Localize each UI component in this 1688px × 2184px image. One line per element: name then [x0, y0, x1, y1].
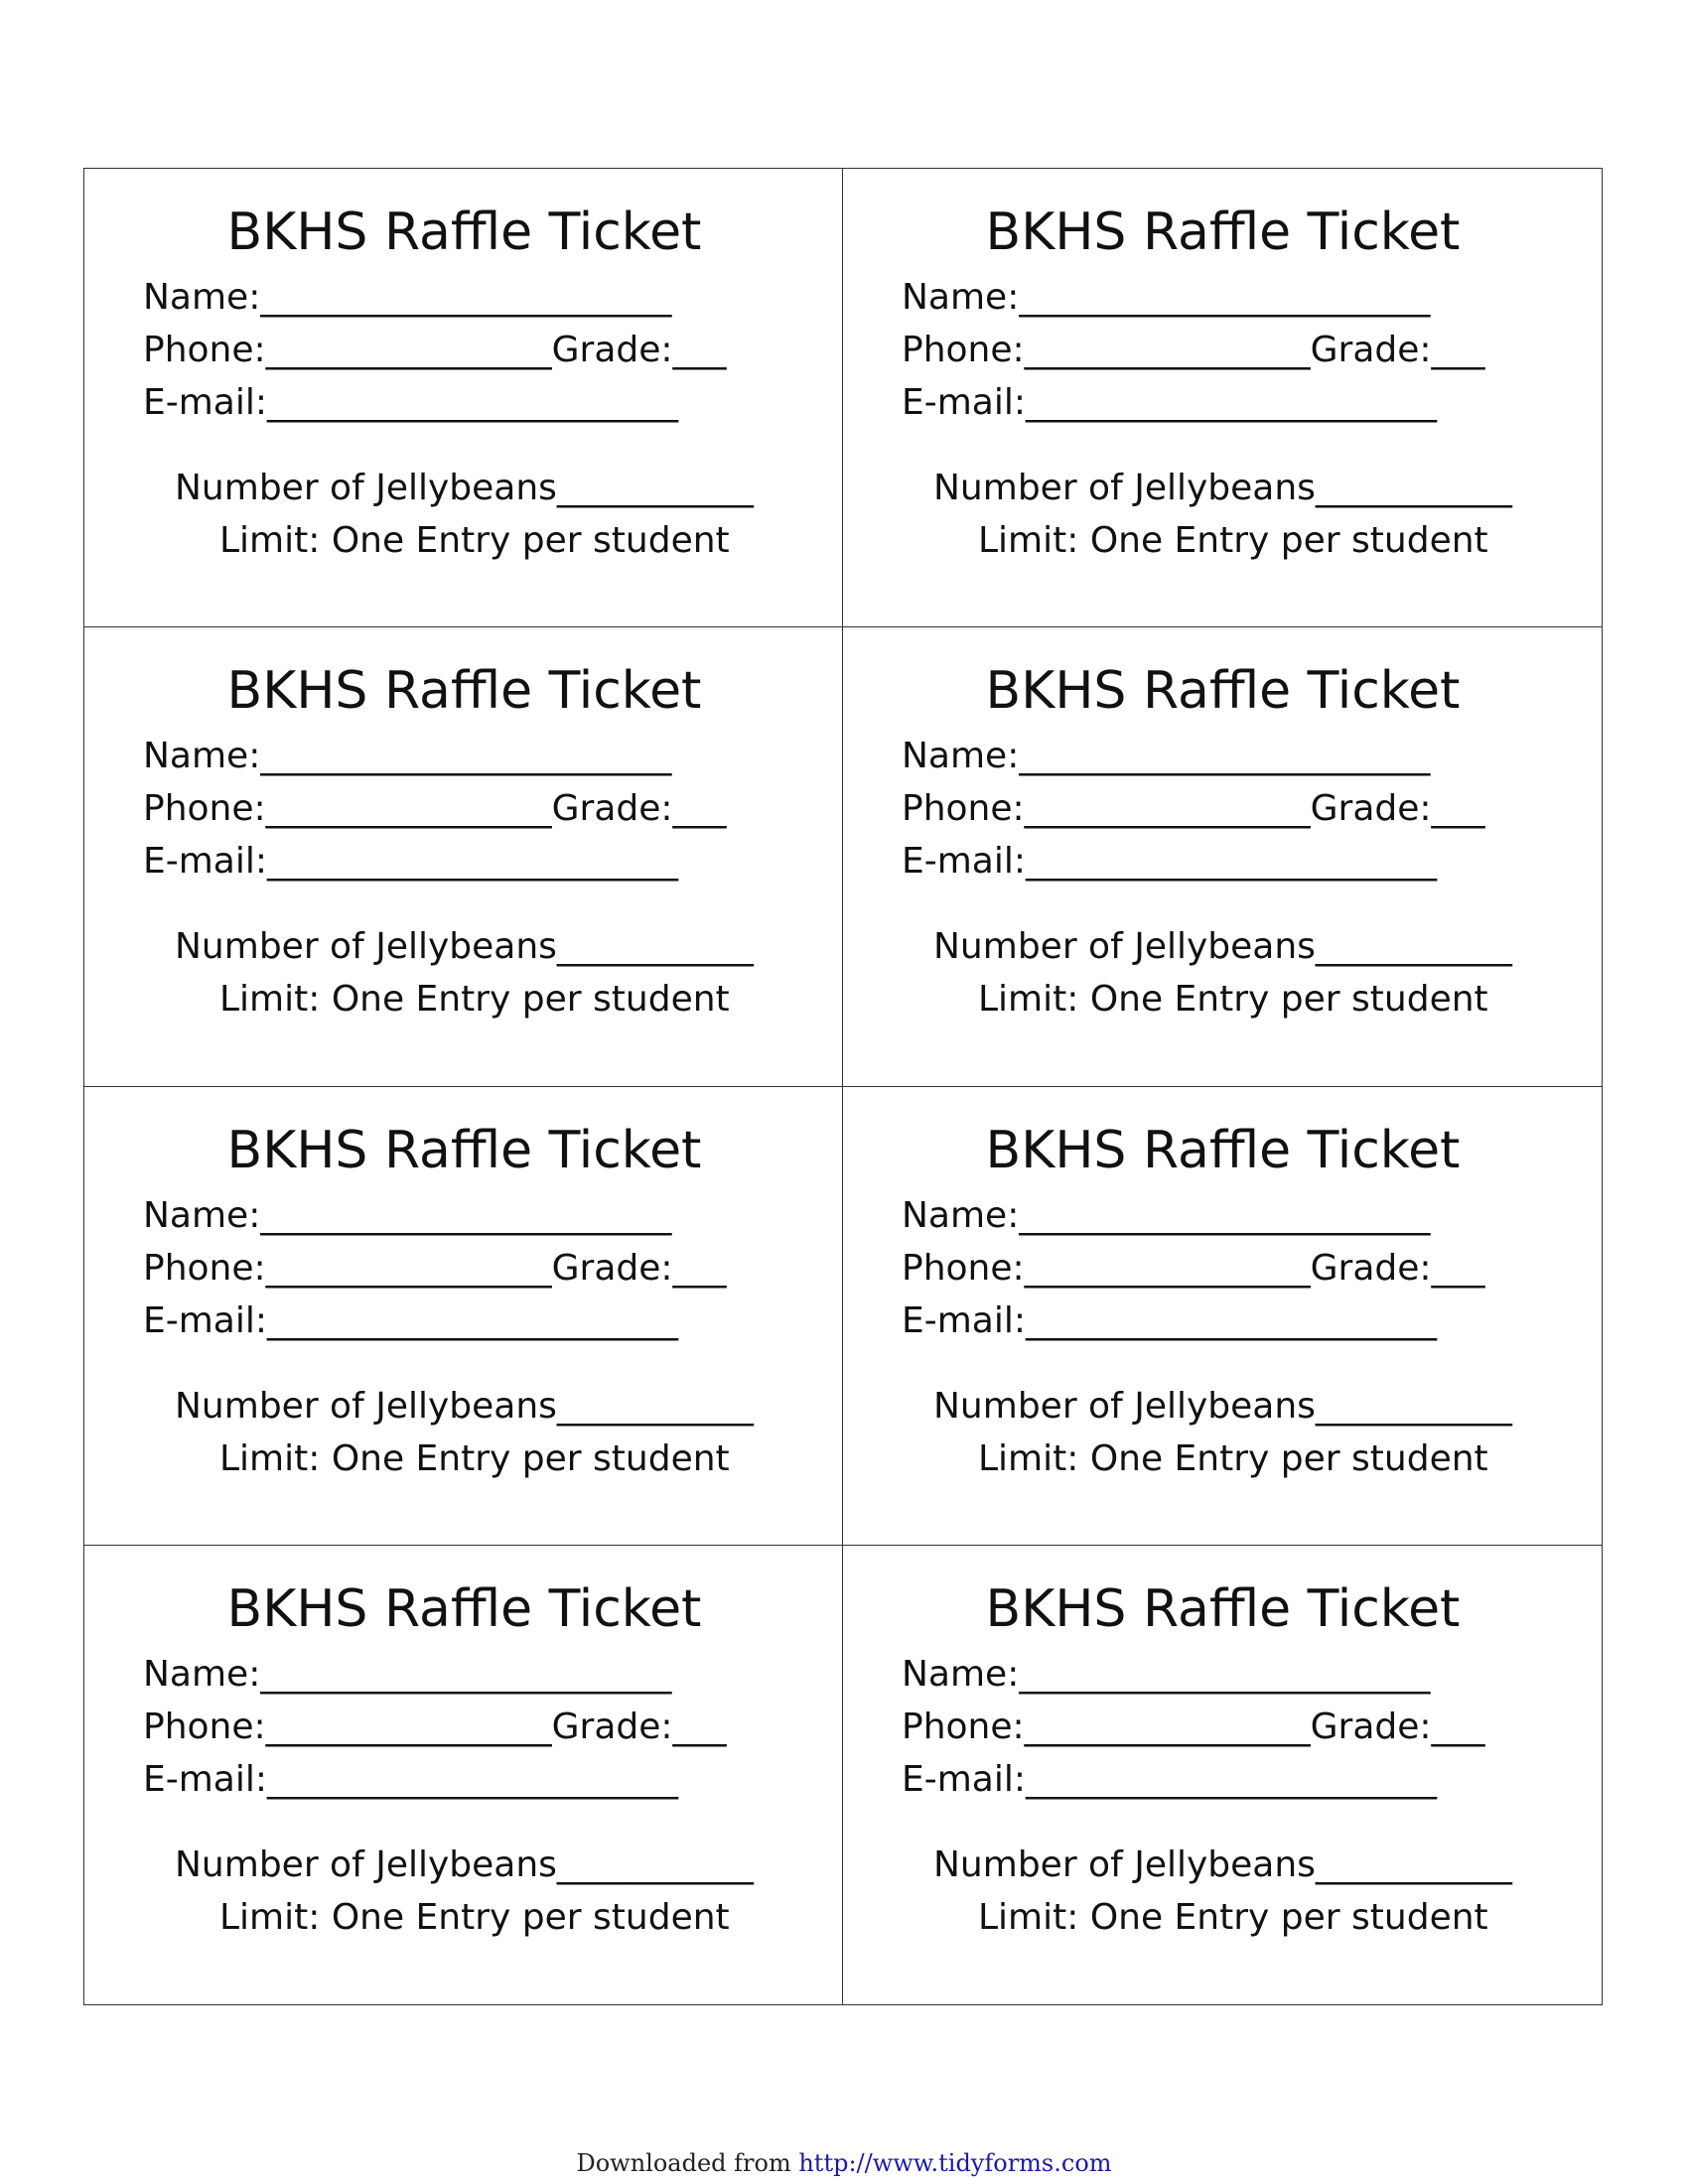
phone-grade-field: Phone:________________Grade:___ — [143, 1247, 727, 1289]
email-field: E-mail:_______________________ — [902, 1299, 1437, 1341]
entry-limit-note: Limit: One Entry per student — [978, 520, 1488, 561]
raffle-ticket — [84, 1087, 843, 1546]
ticket-title: BKHS Raffle Ticket — [226, 203, 702, 262]
email-field: E-mail:_______________________ — [143, 841, 678, 883]
ticket-title: BKHS Raffle Ticket — [985, 661, 1461, 722]
jellybeans-field: Number of Jellybeans___________ — [175, 1843, 754, 1885]
raffle-ticket — [843, 1546, 1602, 2004]
phone-grade-field: Phone:________________Grade:___ — [902, 1247, 1485, 1289]
download-credit-prefix: Downloaded from — [576, 2149, 799, 2177]
ticket-title: BKHS Raffle Ticket — [985, 203, 1461, 262]
name-field: Name:_______________________ — [143, 736, 672, 777]
raffle-ticket — [843, 1087, 1602, 1546]
entry-limit-note: Limit: One Entry per student — [219, 520, 730, 561]
phone-grade-field: Phone:________________Grade:___ — [143, 1706, 727, 1747]
ticket-title: BKHS Raffle Ticket — [226, 661, 702, 722]
ticket-title: BKHS Raffle Ticket — [985, 1120, 1461, 1180]
raffle-ticket — [84, 169, 843, 627]
raffle-ticket-sheet — [83, 168, 1603, 2005]
entry-limit-note: Limit: One Entry per student — [978, 1437, 1488, 1479]
phone-grade-field: Phone:________________Grade:___ — [902, 788, 1485, 830]
ticket-title: BKHS Raffle Ticket — [985, 1578, 1461, 1639]
name-field: Name:_______________________ — [902, 736, 1431, 777]
tidyforms-link[interactable]: http://www.tidyforms.com — [798, 2149, 1112, 2177]
ticket-title: BKHS Raffle Ticket — [226, 1578, 702, 1639]
jellybeans-field: Number of Jellybeans___________ — [933, 1385, 1512, 1427]
ticket-title: BKHS Raffle Ticket — [226, 1120, 702, 1180]
raffle-ticket — [843, 627, 1602, 1086]
raffle-ticket — [84, 627, 843, 1086]
email-field: E-mail:_______________________ — [902, 382, 1437, 423]
download-credit — [0, 2148, 1688, 2178]
name-field: Name:_______________________ — [902, 277, 1431, 318]
phone-grade-field: Phone:________________Grade:___ — [143, 330, 727, 370]
entry-limit-note: Limit: One Entry per student — [978, 979, 1488, 1021]
name-field: Name:_______________________ — [902, 1194, 1431, 1236]
email-field: E-mail:_______________________ — [143, 1758, 678, 1800]
entry-limit-note: Limit: One Entry per student — [219, 979, 730, 1021]
raffle-ticket — [843, 169, 1602, 627]
name-field: Name:_______________________ — [143, 1194, 672, 1236]
email-field: E-mail:_______________________ — [143, 1299, 678, 1341]
name-field: Name:_______________________ — [143, 1653, 672, 1695]
jellybeans-field: Number of Jellybeans___________ — [175, 468, 754, 508]
email-field: E-mail:_______________________ — [902, 841, 1437, 883]
phone-grade-field: Phone:________________Grade:___ — [902, 1706, 1485, 1747]
jellybeans-field: Number of Jellybeans___________ — [933, 1843, 1512, 1885]
jellybeans-field: Number of Jellybeans___________ — [933, 926, 1512, 968]
name-field: Name:_______________________ — [143, 277, 672, 318]
jellybeans-field: Number of Jellybeans___________ — [175, 926, 754, 968]
entry-limit-note: Limit: One Entry per student — [219, 1896, 730, 1938]
phone-grade-field: Phone:________________Grade:___ — [143, 788, 727, 830]
entry-limit-note: Limit: One Entry per student — [978, 1896, 1488, 1938]
name-field: Name:_______________________ — [902, 1653, 1431, 1695]
jellybeans-field: Number of Jellybeans___________ — [175, 1385, 754, 1427]
raffle-ticket — [84, 1546, 843, 2004]
phone-grade-field: Phone:________________Grade:___ — [902, 330, 1485, 370]
entry-limit-note: Limit: One Entry per student — [219, 1437, 730, 1479]
email-field: E-mail:_______________________ — [143, 382, 678, 423]
jellybeans-field: Number of Jellybeans___________ — [933, 468, 1512, 508]
email-field: E-mail:_______________________ — [902, 1758, 1437, 1800]
